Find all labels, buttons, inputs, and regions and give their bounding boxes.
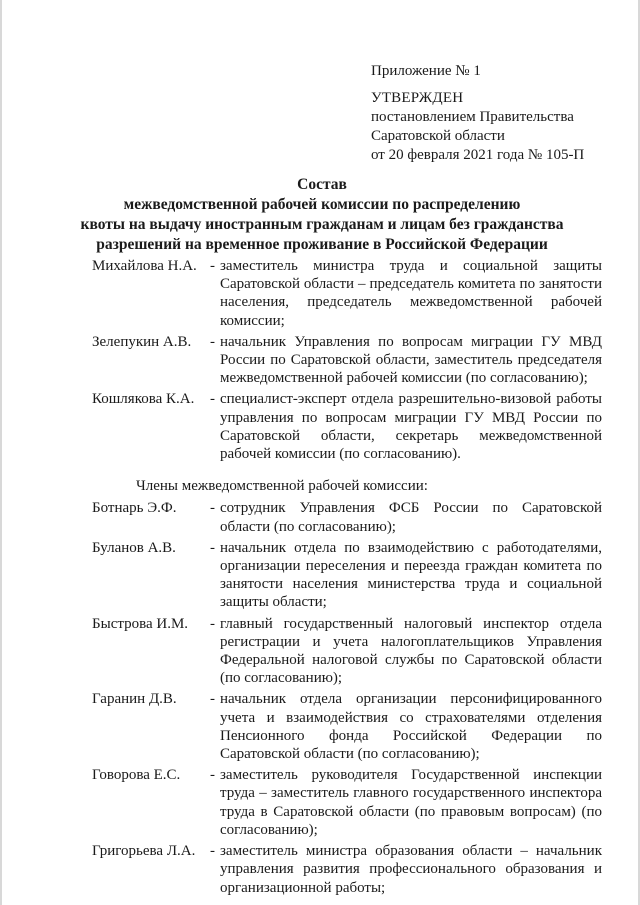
member-position: начальник Управления по вопросам миграции ГУ МВД России по Саратовской области, заместитель председателя межведомственной рабочей комиссии (по согласованию); [220,333,602,387]
member-dash: - [210,767,215,784]
member-dash: - [210,843,215,860]
member-name: Быстрова И.М. [92,615,189,632]
member-position: заместитель министра труда и социальной защиты Саратовской области – председатель комитета по занятости населения, председатель межведомственной рабочей комиссии; [220,258,602,329]
approval-block [371,62,584,165]
member-name: Ботнарь Э.Ф. [92,500,177,517]
members-heading: Члены межведомственной рабочей комиссии: [136,478,428,495]
title-line-3: квоты на выдачу иностранным гражданам и лицам без гражданства [80,216,564,233]
document-title [72,175,572,255]
member-position: заместитель министра образования области – начальник управления развития профессионального образования и организационной работы; [220,843,602,896]
member-row [92,842,602,897]
member-name: Буланов А.В. [92,539,176,556]
member-position: начальник отдела по взаимодействию с работодателями, организации переселения и переезда граждан комитета по занятости населения министерства труда и социальной защиты области; [220,539,602,611]
member-dash: - [210,333,215,350]
member-name: Кошлякова К.А. [92,391,195,408]
member-position: специалист-эксперт отдела разрешительно-визовой работы управления по вопросам миграции ГУ МВД России по Саратовской области, секретарь межведомственной рабочей комиссии (по согласованию). [220,391,602,463]
spacer [371,81,584,89]
member-position: главный государственный налоговый инспектор отдела регистрации и учета налогоплательщиков Управления Федеральной налоговой службы по Саратовской области (по согласованию); [220,615,602,687]
approval-line-2: Саратовской области [371,128,505,144]
approved-label: УТВЕРЖДЕН [371,90,464,106]
member-position: сотрудник Управления ФСБ России по Саратовской области (по согласованию); [220,500,602,535]
member-name: Михайлова Н.А. [92,258,197,274]
member-dash: - [210,691,215,708]
member-dash: - [210,615,215,632]
member-position: начальник отдела организации персонифицированного учета и взаимодействия со страхователями отделения Пенсионного фонда Российской Федерации по Саратовской области (по согласованию); [220,691,602,763]
member-dash: - [210,258,215,274]
member-name: Григорьева Л.А. [92,843,196,860]
approval-line-1: постановлением Правительства [371,109,574,125]
appendix-label: Приложение № 1 [371,63,481,79]
member-row [92,615,602,688]
member-dash: - [210,391,215,408]
member-name: Зелепукин А.В. [92,333,192,350]
title-line-4: разрешений на временное проживание в Российской Федерации [96,236,548,253]
member-name: Говорова Е.С. [92,767,181,784]
member-position: заместитель руководителя Государственной инспекции труда – заместитель главного государственного инспектора труда в Саратовской области (по правовым вопросам) (по согласованию); [220,767,602,838]
member-row [92,257,602,330]
member-row [92,766,602,839]
commission-list [92,257,602,900]
member-row [92,499,602,535]
member-row [92,539,602,612]
member-row [92,690,602,763]
member-row [92,333,602,388]
title-line-1: Состав [297,176,347,193]
member-dash: - [210,539,215,556]
member-row [92,390,602,463]
approval-line-3: от 20 февраля 2021 года № 105-П [371,147,585,163]
member-name: Гаранин Д.В. [92,691,177,708]
title-line-2: межведомственной рабочей комиссии по распределению [123,196,521,213]
member-dash: - [210,500,215,517]
